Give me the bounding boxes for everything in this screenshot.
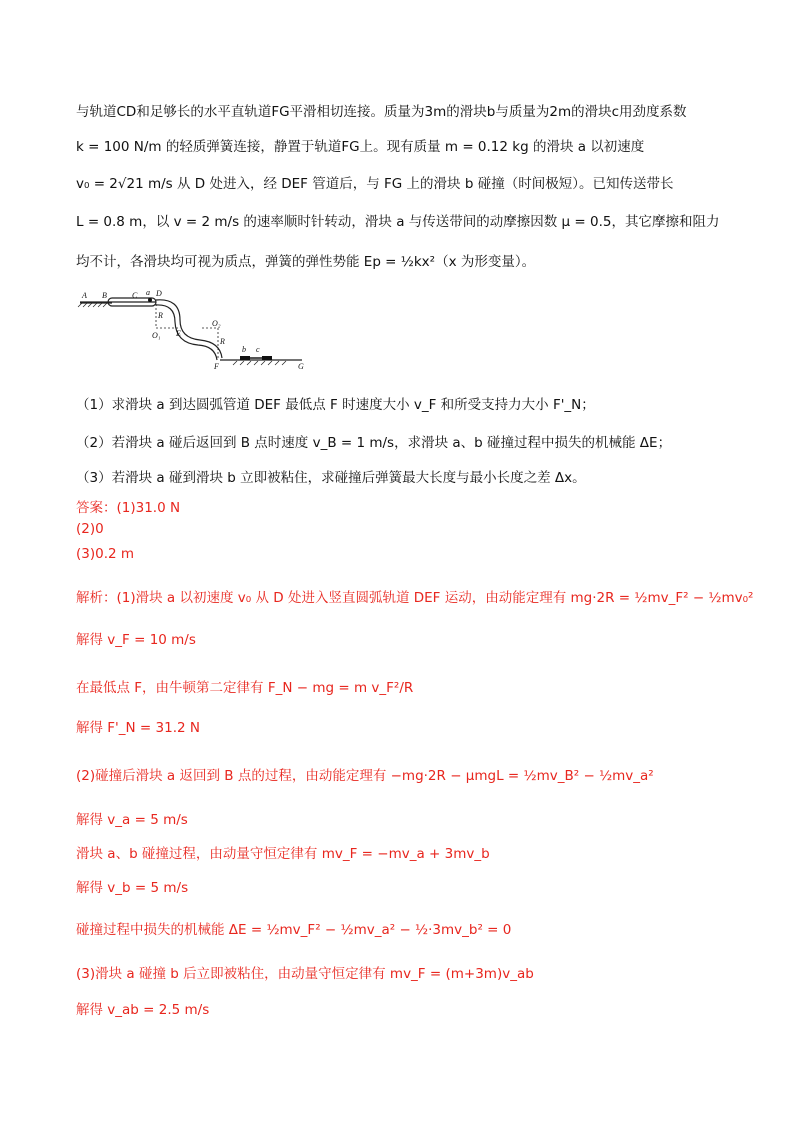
question-1: （1）求滑块 a 到达圆弧管道 DEF 最低点 F 时速度大小 v_F 和所受支持力大小 F'_N；	[76, 397, 595, 413]
block-b	[240, 356, 250, 360]
solution-3: 在最低点 F，由牛顿第二定律有 F_N − mg = m v_F²/R	[76, 680, 414, 696]
label-C: C	[132, 291, 138, 300]
block-a	[148, 298, 152, 302]
solution-5: (2)碰撞后滑块 a 返回到 B 点的过程，由动能定理有 −mg·2R − μmgL = ½mv_B² − ½mv_a²	[76, 768, 654, 784]
solution-7: 滑块 a、b 碰撞过程，由动量守恒定律有 mv_F = −mv_a + 3mv_b	[76, 846, 490, 862]
solution-1: 解析：(1)滑块 a 以初速度 v₀ 从 D 处进入竖直圆弧轨道 DEF 运动，由动能定理有 mg·2R = ½mv_F² − ½mv₀²	[76, 590, 754, 606]
label-F: F	[214, 362, 219, 371]
solution-8: 解得 v_b = 5 m/s	[76, 880, 189, 896]
label-b: b	[242, 345, 246, 354]
label-G: G	[298, 362, 304, 371]
problem-line-2: k = 100 N/m 的轻质弹簧连接，静置于轨道FG上。现有质量 m = 0.12 kg 的滑块 a 以初速度	[76, 139, 645, 155]
label-D: D	[156, 289, 162, 298]
spring	[250, 357, 262, 359]
problem-line-4: L = 0.8 m，以 v = 2 m/s 的速率顺时针转动，滑块 a 与传送带间的动摩擦因数 μ = 0.5，其它摩擦和阻力	[76, 214, 720, 230]
problem-line-5: 均不计，各滑块均可视为质点，弹簧的弹性势能 Ep = ½kx²（x 为形变量）。	[76, 254, 536, 270]
answer-2: (2)0	[76, 521, 104, 537]
solution-2: 解得 v_F = 10 m/s	[76, 632, 196, 648]
label-O2: O₂	[212, 319, 221, 328]
label-E: E	[176, 329, 181, 338]
problem-line-1: 与轨道CD和足够长的水平直轨道FG平滑相切连接。质量为3m的滑块b与质量为2m的滑块c用劲度系数	[76, 104, 687, 120]
answer-1: 答案：(1)31.0 N	[76, 500, 181, 516]
label-R1: R	[158, 311, 163, 320]
problem-line-3: v₀ = 2√21 m/s 从 D 处进入，经 DEF 管道后，与 FG 上的滑块 b 碰撞（时间极短）。已知传送带长	[76, 176, 674, 192]
solution-11: 解得 v_ab = 2.5 m/s	[76, 1002, 210, 1018]
question-2: （2）若滑块 a 碰后返回到 B 点时速度 v_B = 1 m/s，求滑块 a、b 碰撞过程中损失的机械能 ΔE；	[76, 435, 672, 451]
solution-9: 碰撞过程中损失的机械能 ΔE = ½mv_F² − ½mv_a² − ½·3mv_b² = 0	[76, 922, 512, 938]
label-B: B	[102, 291, 107, 300]
label-A: A	[82, 291, 87, 300]
block-c	[262, 356, 272, 360]
solution-6: 解得 v_a = 5 m/s	[76, 812, 188, 828]
answer-3: (3)0.2 m	[76, 546, 135, 562]
track-diagram	[72, 282, 312, 372]
label-c: c	[256, 345, 260, 354]
label-R2: R	[220, 337, 225, 346]
solution-4: 解得 F'_N = 31.2 N	[76, 720, 200, 736]
label-O1: O₁	[152, 331, 161, 340]
question-3: （3）若滑块 a 碰到滑块 b 立即被粘住，求碰撞后弹簧最大长度与最小长度之差 Δx。	[76, 470, 586, 486]
label-a: a	[146, 288, 150, 297]
solution-10: (3)滑块 a 碰撞 b 后立即被粘住，由动量守恒定律有 mv_F = (m+3m)v_ab	[76, 966, 534, 982]
